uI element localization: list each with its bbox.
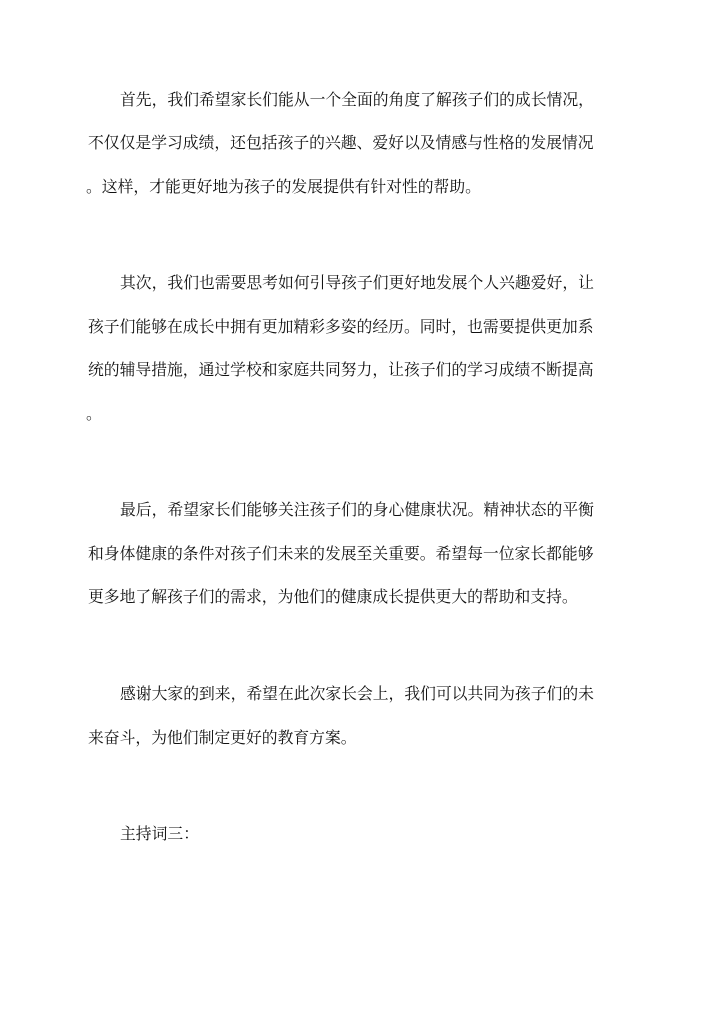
paragraph-line: 和身体健康的条件对孩子们未来的发展至关重要。希望每一位家长都能够 — [88, 544, 594, 563]
paragraph-line: 首先，我们希望家长们能从一个全面的角度了解孩子们的成长情况， — [120, 90, 594, 109]
paragraph-line: 其次，我们也需要思考如何引导孩子们更好地发展个人兴趣爱好，让 — [120, 273, 594, 292]
paragraph-line: 来奋斗，为他们制定更好的教育方案。 — [88, 728, 357, 747]
paragraph-line: 孩子们能够在成长中拥有更加精彩多姿的经历。同时，也需要提供更加系 — [88, 317, 594, 336]
paragraph-line: 不仅仅是学习成绩，还包括孩子的兴趣、爱好以及情感与性格的发展情况 — [88, 133, 594, 152]
section-heading-text: 主持词三： — [120, 824, 199, 843]
paragraph-line: 更多地了解孩子们的需求，为他们的健康成长提供更大的帮助和支持。 — [88, 587, 578, 606]
paragraph-line: 感谢大家的到来，希望在此次家长会上，我们可以共同为孩子们的未 — [120, 684, 594, 703]
paragraph-line: 最后，希望家长们能够关注孩子们的身心健康状况。精神状态的平衡 — [120, 500, 594, 519]
paragraph-line: 。 — [86, 404, 102, 423]
paragraph-line: 统的辅导措施，通过学校和家庭共同努力，让孩子们的学习成绩不断提高 — [88, 360, 594, 379]
paragraph-line: 。这样，才能更好地为孩子的发展提供有针对性的帮助。 — [86, 177, 481, 196]
